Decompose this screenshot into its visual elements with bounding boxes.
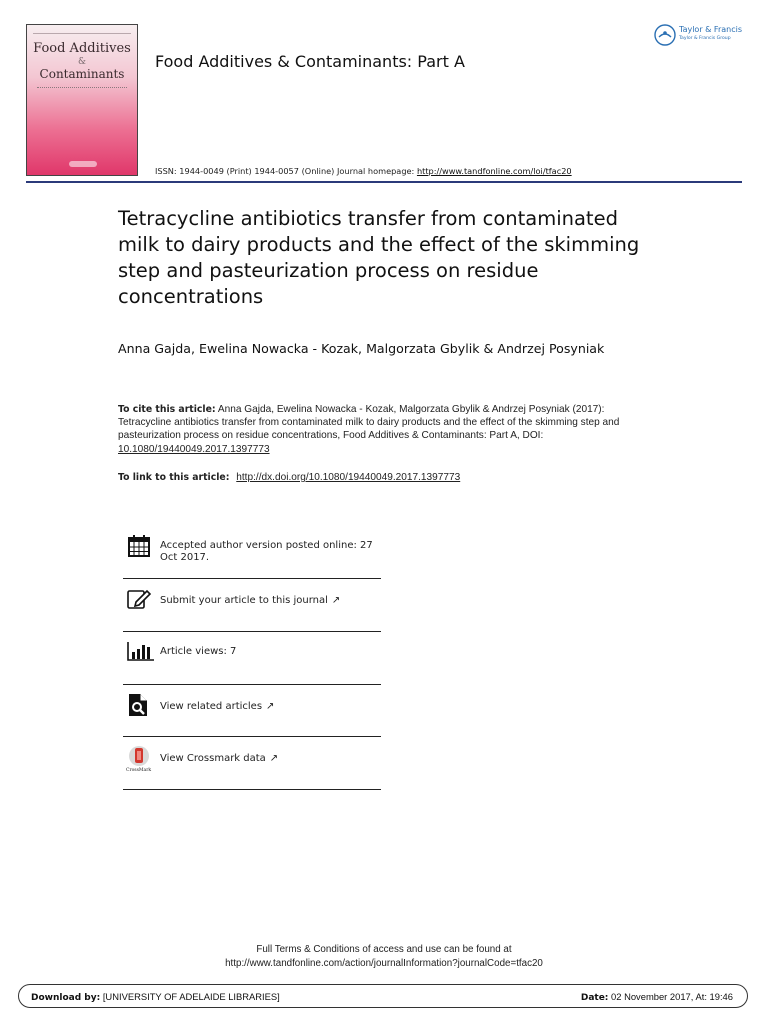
search-document-icon xyxy=(127,693,149,717)
article-link-label: To link to this article: xyxy=(118,472,230,483)
journal-title: Food Additives & Contaminants: Part A xyxy=(155,52,465,71)
terms-url[interactable]: http://www.tandfonline.com/action/journalInformation?journalCode=tfac20 xyxy=(225,957,543,969)
cover-publisher-mark xyxy=(69,161,97,167)
calendar-icon xyxy=(127,534,151,558)
article-views-text: Article views: 7 xyxy=(160,646,237,657)
submit-article-label: Submit your article to this journal xyxy=(160,595,328,606)
publisher-logo-icon xyxy=(654,24,676,46)
journal-cover-image xyxy=(26,24,138,176)
publisher-group: Taylor & Francis Group xyxy=(679,36,731,41)
info-divider-4 xyxy=(123,736,381,737)
download-by-value: [UNIVERSITY OF ADELAIDE LIBRARIES] xyxy=(102,991,280,1002)
issn-text: ISSN: 1944-0049 (Print) 1944-0057 (Online) Journal homepage: xyxy=(155,166,415,176)
article-authors: Anna Gajda, Ewelina Nowacka - Kozak, Malgorzata Gbylik & Andrzej Posyniak xyxy=(118,341,605,356)
journal-homepage-link[interactable]: http://www.tandfonline.com/loi/tfac20 xyxy=(416,166,572,176)
crossmark-item[interactable] xyxy=(123,744,381,778)
related-articles-label: View related articles xyxy=(160,701,263,712)
download-date xyxy=(581,991,733,1003)
article-link-line xyxy=(118,472,678,483)
info-divider-5 xyxy=(123,789,381,790)
info-divider-1 xyxy=(123,578,381,579)
cover-title-line2: & xyxy=(77,57,86,67)
citation-doi-link[interactable]: 10.1080/19440049.2017.1397773 xyxy=(118,443,270,455)
article-doi-url-link[interactable]: http://dx.doi.org/10.1080/19440049.2017.1397773 xyxy=(236,472,461,483)
related-articles-item[interactable] xyxy=(123,692,381,726)
bar-chart-icon xyxy=(127,641,155,661)
cover-top-rule xyxy=(33,29,131,34)
external-link-icon: ↗ xyxy=(331,595,341,606)
citation-label: To cite this article: xyxy=(118,404,216,415)
publisher-name: Taylor & Francis xyxy=(679,25,742,34)
info-divider-3 xyxy=(123,684,381,685)
header-divider xyxy=(26,181,742,183)
download-date-value: 02 November 2017, At: 19:46 xyxy=(611,991,733,1002)
accepted-version-text: Accepted author version posted online: 27 Oct 2017. xyxy=(160,540,373,563)
crossmark-text xyxy=(160,753,278,765)
submit-article-item[interactable] xyxy=(123,586,381,620)
cover-subtitle-rule xyxy=(37,87,127,90)
info-divider-2 xyxy=(123,631,381,632)
download-date-label: Date: xyxy=(580,993,609,1003)
related-articles-text xyxy=(160,701,274,713)
external-link-icon: ↗ xyxy=(269,753,279,764)
cover-title-line3: Contaminants xyxy=(39,67,125,81)
edit-document-icon xyxy=(127,588,151,610)
cover-title-line1: Food Additives xyxy=(33,41,131,56)
external-link-icon: ↗ xyxy=(266,701,275,712)
accepted-version-item xyxy=(123,534,381,568)
crossmark-logo-text: CrossMark xyxy=(126,768,152,773)
terms-line-1: Full Terms & Conditions of access and use can be found at xyxy=(256,944,512,955)
crossmark-icon xyxy=(127,745,155,775)
issn-line xyxy=(155,166,572,176)
crossmark-label: View Crossmark data xyxy=(160,753,266,764)
article-views-item xyxy=(123,639,381,673)
download-info-bar xyxy=(18,984,748,1008)
terms-notice xyxy=(0,943,768,970)
citation-text: Anna Gajda, Ewelina Nowacka - Kozak, Malgorzata Gbylik & Andrzej Posyniak (2017): Tetracycline antibiotics transfer from contaminated milk to dairy products and the effect of the skimming step and pasteurization process on residue concentrations, Food Additives & Contaminants: Part A, DOI: xyxy=(118,404,620,442)
publisher-logo[interactable] xyxy=(654,22,746,48)
citation-block xyxy=(118,403,658,456)
download-by xyxy=(31,991,280,1003)
submit-article-text xyxy=(160,595,340,607)
download-by-label: Download by: xyxy=(31,993,101,1003)
article-title: Tetracycline antibiotics transfer from contaminated milk to dairy products and the effect of the skimming step and pasteurization process on residue concentrations xyxy=(118,207,640,308)
